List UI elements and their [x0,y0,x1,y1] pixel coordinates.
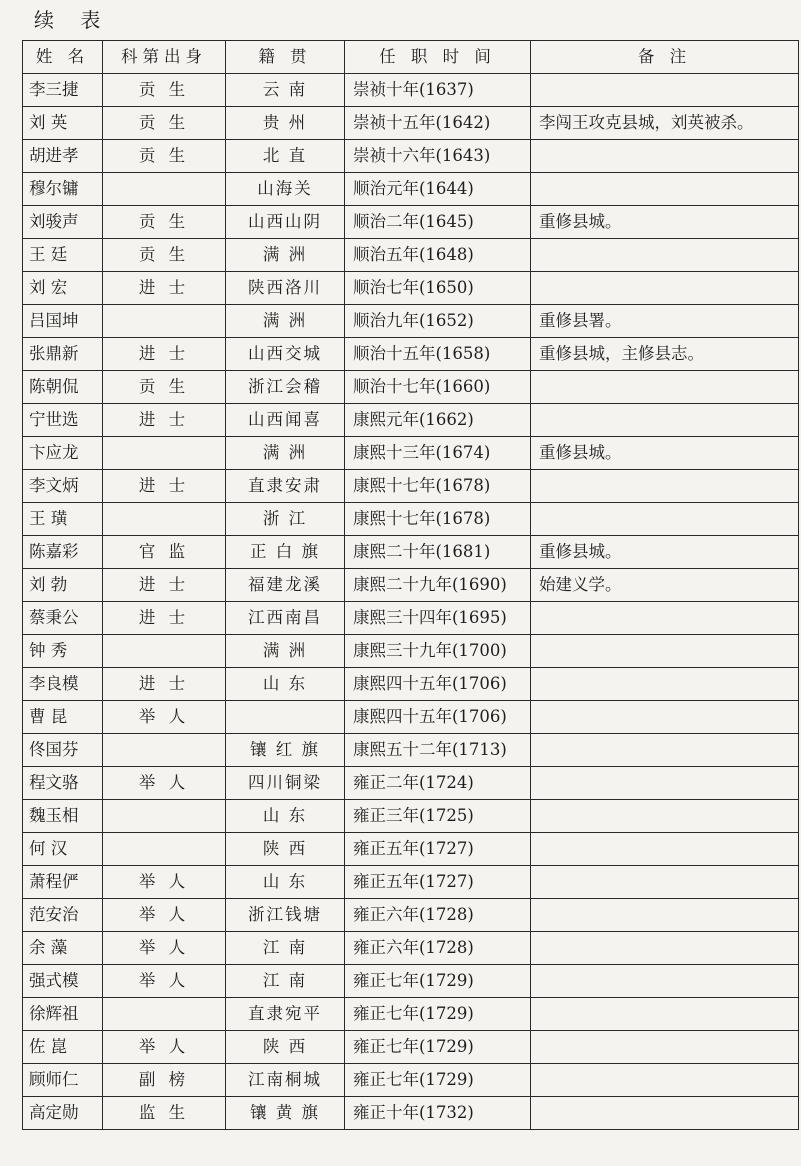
cell-name: 佟国芬 [23,734,103,767]
cell-notes: 重修县城。 [531,206,799,239]
cell-tenure: 康熙四十五年(1706) [345,668,531,701]
cell-notes [531,668,799,701]
cell-name: 李三捷 [23,74,103,107]
cell-notes [531,899,799,932]
cell-origin: 浙江会稽 [226,371,345,404]
cell-degree [103,734,226,767]
cell-tenure: 雍正七年(1729) [345,965,531,998]
cell-name: 宁世选 [23,404,103,437]
cell-name: 张鼎新 [23,338,103,371]
cell-name: 余 藻 [23,932,103,965]
cell-origin: 直隶宛平 [226,998,345,1031]
cell-origin: 陕西洛川 [226,272,345,305]
table-row [23,965,799,998]
cell-name: 卞应龙 [23,437,103,470]
cell-origin: 镶 红 旗 [226,734,345,767]
cell-degree: 进 士 [103,272,226,305]
header-origin: 籍 贯 [226,41,345,74]
cell-tenure: 崇祯十年(1637) [345,74,531,107]
cell-name: 钟 秀 [23,635,103,668]
cell-notes [531,1097,799,1130]
cell-notes: 始建义学。 [531,569,799,602]
cell-tenure: 雍正二年(1724) [345,767,531,800]
table-continuation-label: 续 表 [34,8,111,32]
table-row [23,536,799,569]
cell-origin: 北 直 [226,140,345,173]
cell-notes [531,239,799,272]
cell-tenure: 康熙五十二年(1713) [345,734,531,767]
cell-tenure: 康熙十七年(1678) [345,470,531,503]
cell-origin: 直隶安肃 [226,470,345,503]
cell-degree: 进 士 [103,404,226,437]
cell-name: 王 廷 [23,239,103,272]
table-row [23,668,799,701]
cell-origin: 满 洲 [226,305,345,338]
table-row [23,239,799,272]
table-row [23,602,799,635]
cell-tenure: 康熙十三年(1674) [345,437,531,470]
cell-name: 胡进孝 [23,140,103,173]
cell-degree: 举 人 [103,1031,226,1064]
table-row [23,470,799,503]
cell-tenure: 康熙二十九年(1690) [345,569,531,602]
cell-origin: 福建龙溪 [226,569,345,602]
table-row [23,701,799,734]
cell-degree: 监 生 [103,1097,226,1130]
cell-notes: 重修县城，主修县志。 [531,338,799,371]
cell-notes [531,833,799,866]
cell-tenure: 康熙元年(1662) [345,404,531,437]
cell-tenure: 康熙四十五年(1706) [345,701,531,734]
cell-origin: 浙 江 [226,503,345,536]
cell-name: 佐 崑 [23,1031,103,1064]
table-row [23,1031,799,1064]
table-row [23,1097,799,1130]
cell-tenure: 雍正七年(1729) [345,998,531,1031]
cell-degree [103,173,226,206]
cell-notes [531,998,799,1031]
table-row [23,437,799,470]
table-row [23,371,799,404]
header-degree: 科第出身 [103,41,226,74]
cell-origin: 江 南 [226,932,345,965]
cell-notes [531,602,799,635]
cell-degree: 进 士 [103,668,226,701]
cell-tenure: 顺治五年(1648) [345,239,531,272]
cell-degree: 举 人 [103,866,226,899]
table-row [23,734,799,767]
table-row [23,206,799,239]
officials-table [22,40,799,1130]
cell-notes [531,701,799,734]
cell-origin: 陕 西 [226,833,345,866]
cell-degree: 举 人 [103,965,226,998]
cell-notes [531,173,799,206]
table-row [23,899,799,932]
cell-tenure: 雍正十年(1732) [345,1097,531,1130]
cell-name: 程文骆 [23,767,103,800]
cell-tenure: 雍正五年(1727) [345,866,531,899]
cell-tenure: 康熙十七年(1678) [345,503,531,536]
cell-notes [531,1031,799,1064]
header-row [23,41,799,74]
cell-notes [531,1064,799,1097]
cell-notes [531,272,799,305]
cell-notes [531,800,799,833]
cell-notes: 李闯王攻克县城，刘英被杀。 [531,107,799,140]
cell-origin: 山西交城 [226,338,345,371]
cell-notes [531,767,799,800]
table-row [23,998,799,1031]
cell-notes [531,866,799,899]
header-tenure: 任 职 时 间 [345,41,531,74]
cell-tenure: 顺治七年(1650) [345,272,531,305]
cell-origin: 山 东 [226,866,345,899]
cell-degree [103,305,226,338]
table-row [23,1064,799,1097]
cell-degree: 进 士 [103,602,226,635]
cell-name: 魏玉相 [23,800,103,833]
table-row [23,272,799,305]
header-name: 姓 名 [23,41,103,74]
cell-tenure: 雍正六年(1728) [345,899,531,932]
cell-origin: 正 白 旗 [226,536,345,569]
cell-notes [531,371,799,404]
cell-origin: 山西闻喜 [226,404,345,437]
table-row [23,800,799,833]
cell-degree [103,503,226,536]
cell-degree [103,800,226,833]
cell-name: 顾师仁 [23,1064,103,1097]
cell-origin: 江南桐城 [226,1064,345,1097]
cell-name: 蔡秉公 [23,602,103,635]
cell-origin: 满 洲 [226,239,345,272]
table-header [23,41,799,74]
cell-notes [531,503,799,536]
cell-degree: 进 士 [103,470,226,503]
cell-notes: 重修县署。 [531,305,799,338]
cell-degree: 进 士 [103,569,226,602]
cell-notes [531,404,799,437]
cell-origin: 四川铜梁 [226,767,345,800]
cell-name: 李文炳 [23,470,103,503]
cell-name: 刘 宏 [23,272,103,305]
cell-origin: 山 东 [226,668,345,701]
cell-name: 刘 勃 [23,569,103,602]
table-row [23,767,799,800]
header-notes: 备 注 [531,41,799,74]
cell-origin: 山 东 [226,800,345,833]
table-row [23,635,799,668]
cell-notes [531,635,799,668]
cell-degree: 贡 生 [103,107,226,140]
cell-origin: 满 洲 [226,437,345,470]
table-row [23,404,799,437]
cell-name: 范安治 [23,899,103,932]
cell-name: 穆尔镛 [23,173,103,206]
cell-origin: 镶 黄 旗 [226,1097,345,1130]
cell-tenure: 崇祯十五年(1642) [345,107,531,140]
cell-degree: 贡 生 [103,371,226,404]
cell-tenure: 雍正三年(1725) [345,800,531,833]
cell-notes: 重修县城。 [531,536,799,569]
cell-name: 曹 昆 [23,701,103,734]
cell-notes [531,965,799,998]
cell-degree: 举 人 [103,701,226,734]
cell-degree: 贡 生 [103,140,226,173]
table-body [23,74,799,1130]
cell-degree: 贡 生 [103,74,226,107]
cell-degree [103,635,226,668]
table-row [23,833,799,866]
cell-name: 陈朝侃 [23,371,103,404]
cell-name: 刘 英 [23,107,103,140]
cell-degree: 副 榜 [103,1064,226,1097]
cell-origin: 山海关 [226,173,345,206]
cell-degree [103,998,226,1031]
cell-name: 吕国坤 [23,305,103,338]
cell-tenure: 雍正七年(1729) [345,1064,531,1097]
cell-name: 何 汉 [23,833,103,866]
cell-origin: 浙江钱塘 [226,899,345,932]
cell-name: 高定勋 [23,1097,103,1130]
cell-tenure: 顺治二年(1645) [345,206,531,239]
cell-notes [531,734,799,767]
cell-degree: 贡 生 [103,206,226,239]
cell-tenure: 雍正五年(1727) [345,833,531,866]
cell-name: 强式模 [23,965,103,998]
cell-degree [103,437,226,470]
cell-notes [531,470,799,503]
table-row [23,932,799,965]
cell-name: 刘骏声 [23,206,103,239]
cell-name: 徐辉祖 [23,998,103,1031]
cell-name: 陈嘉彩 [23,536,103,569]
table-row [23,74,799,107]
cell-tenure: 崇祯十六年(1643) [345,140,531,173]
cell-tenure: 康熙三十四年(1695) [345,602,531,635]
cell-degree: 举 人 [103,767,226,800]
cell-name: 王 璜 [23,503,103,536]
cell-degree: 进 士 [103,338,226,371]
cell-degree: 贡 生 [103,239,226,272]
cell-name: 李良模 [23,668,103,701]
cell-origin: 满 洲 [226,635,345,668]
cell-tenure: 顺治元年(1644) [345,173,531,206]
table-row [23,305,799,338]
cell-origin: 贵 州 [226,107,345,140]
cell-tenure: 康熙二十年(1681) [345,536,531,569]
cell-tenure: 顺治十七年(1660) [345,371,531,404]
cell-origin: 江西南昌 [226,602,345,635]
table-row [23,569,799,602]
cell-notes [531,932,799,965]
cell-name: 萧程俨 [23,866,103,899]
cell-degree [103,833,226,866]
cell-degree: 举 人 [103,932,226,965]
table-row [23,107,799,140]
cell-origin: 江 南 [226,965,345,998]
cell-tenure: 雍正七年(1729) [345,1031,531,1064]
cell-tenure: 顺治九年(1652) [345,305,531,338]
table-row [23,140,799,173]
cell-origin: 云 南 [226,74,345,107]
table-row [23,338,799,371]
cell-notes: 重修县城。 [531,437,799,470]
cell-degree: 举 人 [103,899,226,932]
table-row [23,173,799,206]
cell-notes [531,140,799,173]
cell-origin: 陕 西 [226,1031,345,1064]
cell-notes [531,74,799,107]
cell-tenure: 雍正六年(1728) [345,932,531,965]
table-row [23,866,799,899]
cell-origin: 山西山阴 [226,206,345,239]
cell-degree: 官 监 [103,536,226,569]
cell-tenure: 顺治十五年(1658) [345,338,531,371]
cell-tenure: 康熙三十九年(1700) [345,635,531,668]
cell-origin [226,701,345,734]
table-row [23,503,799,536]
